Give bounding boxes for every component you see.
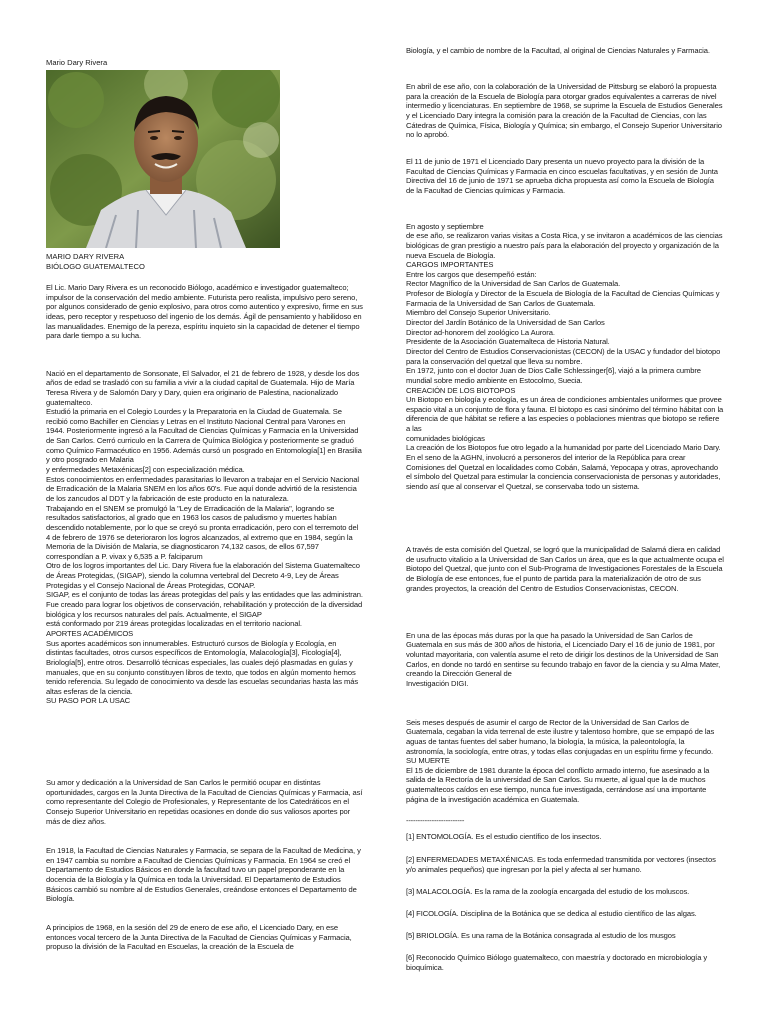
top-caption: Mario Dary Rivera	[46, 58, 108, 67]
left-paragraph-1	[46, 283, 364, 349]
footnote-2-text: [2] ENFERMEDADES METAXÉNICAS. Es toda enfermedad transmitida por vectores (insectos y/o animales pequeños) que ingresan por la piel y afecta al ser humano.	[406, 855, 716, 874]
right-paragraph-7-text: Seis meses después de asumir el cargo de Rector de la Universidad de San Carlos de Guatemala, cegaban la vida terrenal de este ilustre y talentoso hombre, que se empapó de las aguas de tantas fuentes del saber humano, la biología, la música, la paleontología, la astronomía, la sociología, entre otras, y todas ellas conjugadas en un espíritu firme y fecundo. SU MUERTE El 15 de diciembre de 1981 durante la época del conflicto armado interno, fue asesinado a la salida de la Rectoría de la universidad de San Carlos. Su muerte, al igual que la de muchos guatemaltecos caídos en ese tiempo, nunca fue investigada, cerrándose así una importante página de la investigación académica en Guatemala.	[406, 717, 715, 804]
footnote-4-text: [4] FICOLOGÍA. Disciplina de la Botánica que se dedica al estudio científico de las algas.	[406, 909, 697, 918]
footnote-2	[406, 855, 724, 879]
left-paragraph-1-text: El Lic. Mario Dary Rivera es un reconocido Biólogo, académico e investigador guatemalteco; impulsor de la conservación del medio ambiente. Futurista pero realista, impulsivo pero sereno, por algunos considerado de genio explosivo, para otros como autentico y expresivo, firme en sus ideas, pero receptor y respetuoso del ingenio de los demás. Ágil de pensamiento y habilidoso en las manualidades. Enemigo de la pereza, espíritu inquieto sin la capacidad de detener el tiempo para darle tiempo a su lucha.	[46, 283, 363, 341]
right-paragraph-3-text: El 11 de junio de 1971 el Licenciado Dary presenta un nuevo proyecto para la división de la Facultad de Ciencias Químicas y Farmacia en cinco escuelas facultativas, y en sesión de Junta Directiva del 16 de junio de 1971 se aprueba dicha propuesta así como la Escuela de Biología de la Facultad de Ciencias químicas y Farmacia.	[406, 157, 718, 195]
right-paragraph-3	[406, 157, 724, 203]
right-paragraph-6-text: En una de las épocas más duras por la que ha pasado la Universidad de San Carlos de Guatemala en sus más de 300 años de historia, el Licenciado Dary el 16 de junio de 1981, por voluntad mayoritaria, con valentía asume el reto de dirigir los destinos de la Universidad de San Carlos, en donde no tardó en sentirse su fecundo trabajo en favor de la ciencia y su Alma Mater, creando la Dirección General de Investigación DIGI.	[406, 630, 721, 688]
left-paragraph-2	[46, 359, 364, 805]
right-paragraph-4-text: En agosto y septiembre de ese año, se realizaron varias visitas a Costa Rica, y se invitaron a académicos de las ciencias biológicas de gran prestigio a nuestro país para la elaboración del proyecto y organización de la nueva Escuela de Biología. CARGOS IMPORTANTES Entre los cargos que desempeñó están: Rector Magnífico de la Universidad de San Carlos de Guatemala. Profesor de Biología y Director de la Escuela de Biología de la Facultad de Ciencias Químicas y Farmacia de la Universidad de San Carlos de Guatemala. Miembro del Consejo Superior Universitario. Director del Jardín Botánico de la Universidad de San Carlos Director ad-honorem del zoológico La Aurora. Presidente de la Asociación Guatemalteca de Historia Natural. Director del Centro de Estudios Conservacionistas (CECON) de la USAC y fundador del biotopo para la conservación del quetzal que lleva su nombre. En 1972, junto con el doctor Juan de Dios Calle Schlessinger[6], viajó a la primera cumbre mundial sobre medio ambiente en Estocolmo, Suecia. CREACIÓN DE LOS BIOTOPOS Un Biotopo en biología y ecología, es un área de condiciones ambientales uniformes que provee espacio vital a un conjunto de flora y fauna. El biotopo es casi sinónimo del término hábitat con la diferencia de que hábitat se refiere a las especies o poblaciones mientras que biotopo se refiere a las comunidades biológicas La creación de los Biotopos fue otro legado a la humanidad por parte del Licenciado Mario Dary. En el seno de la AGHN, involucró a personeros del interior de la República para crear Comisiones del Quetzal en localidades como Cobán, Salamá, Yepocapa y otras, aprovechando el símbolo del Quetzal para estimular la conciencia conservacionista de personas y autoridades, siendo así que al conservar el Quetzal, se conservaba todo un sistema.	[406, 221, 724, 491]
footnote-3-text: [3] MALACOLOGÍA. Es la rama de la zoología encargada del estudio de los moluscos.	[406, 887, 690, 896]
left-paragraph-2-text: Nació en el departamento de Sonsonate, El Salvador, el 21 de febrero de 1928, y desde los dos años de edad se trasladó con su familia a vivir a la ciudad capital de Guatemala. Hijo de María Teresa Rivera y de Salomón Dary y Dary, quien era originario de Palestina, nacionalizado guatemalteco. Estudió la primaria en el Colegio Lourdes y la Preparatoria en la Ciudad de Guatemala. Se recibió como Bachiller en Ciencias y Letras en el Instituto Nacional Central para Varones en 1944. Posteriormente ingresó a la Facultad de Ciencias Químicas y Farmacia en la Universidad de San Carlos. Cerró curriculo en la Carrera de Química Biológica y posteriormente se graduó como Químico Farmacéutico en 1956. Además cursó un posgrado en Entomología[1] en Brasilia y otro posgrado en Malaria y enfermedades Metaxénicas[2] con especialización médica. Estos conocimientos en enfermedades parasitarias lo llevaron a trabajar en el Servicio Nacional de Erradicación de la Malaria SNEM en los años 60's. Fue aquí donde advirtió de la resistencia de los zancudos al DDT y la fabricación de este producto en la naturaleza. Trabajando en el SNEM se promulgó la "Ley de Erradicación de la Malaria", logrando se resultados satisfactorios, al grado que en 1963 los casos de paludismo y muertes habían descendido notablemente, por lo que se creyó su pronta erradicación, pero con el terremoto del 4 de febrero de 1976 se deterioraron los logros alcanzados, al extremo que en 1984, según la Memoria de la División de Malaria, se diagnosticaron 74,132 casos, de ellos 67,597 correspondían a P. vivax y 6,535 a P. falciparum Otro de los logros importantes del Lic. Dary Rivera fue la elaboración del Sistema Guatemalteco de Áreas Protegidas, (SIGAP), siendo la columna vertebral del Decreto 4-9, Ley de Áreas Protegidas y el Consejo Nacional de Áreas Protegidas, CONAP. SIGAP, es el conjunto de todas las áreas protegidas del país y las entidades que las administran. Fue creado para lograr los objetivos de conservación, rehabilitación y protección de la diversidad biológica y los recursos naturales del país. Actualmente, el SIGAP está conformado por 219 áreas protegidas localizadas en el territorio nacional. APORTES ACADÉMICOS Sus aportes académicos son innumerables. Estructuró cursos de Biología y Ecología, en distintas facultades, otros cursos específicos de Entomología, Malacología[3], Ficología[4], Briología[5], entre otros. Desarrolló técnicas especiales, las cuales dejó plasmadas en guías y manuales, que en su conjunto constituyen libros de texto, que todos en algún momento hemos tenido referencia. Su legado de conocimiento va desde las escuelas secundarias hasta las más altas esferas de la ciencia. SU PASO POR LA USAC	[46, 368, 363, 706]
photo-caption-name: MARIO DARY RIVERA	[46, 252, 125, 261]
left-paragraph-5-text: A principios de 1968, en la sesión del 29 de enero de ese año, el Licenciado Dary, en ese entonces vocal tercero de la Junta Directiva de la Facultad de Ciencias Químicas y Farmacia, propuso la división de la Facultad en Escuelas, la creación de la Escuela de	[46, 923, 352, 952]
right-paragraph-2	[406, 82, 724, 146]
footnote-5-text: [5] BRIOLOGÍA. Es una rama de la Botánica consagrada al estudio de los musgos	[406, 931, 676, 940]
left-paragraph-5	[46, 923, 364, 959]
right-paragraph-2-text: En abril de ese año, con la colaboración de la Universidad de Pittsburg se elaboró la propuesta para la creación de la Escuela de Biología para otorgar grados equivalentes a carreras de nivel intermedio y licenciaturas. En septiembre de 1968, se suprime la Escuela de Estudios Generales y el Licenciado Dary integra la comisión para la creación de la Facultad de Ciencias, con las Cátedras de Química, Física, Biología y Química; sin embargo, el Consejo Superior Universitario no lo aprobó.	[406, 82, 723, 140]
right-paragraph-4	[406, 212, 724, 536]
footnote-5	[406, 931, 724, 943]
right-paragraph-1	[406, 46, 724, 70]
right-paragraph-6	[406, 621, 724, 699]
photo-caption-title: BIÓLOGO GUATEMALTECO	[46, 262, 145, 271]
left-paragraph-4	[46, 846, 364, 914]
portrait-photo	[46, 70, 280, 248]
left-paragraph-3	[46, 778, 364, 834]
right-paragraph-1-text: Biología, y el cambio de nombre de la Facultad, al original de Ciencias Naturales y Farmacia.	[406, 46, 710, 55]
footnote-divider: -------------------------	[406, 816, 465, 825]
footnote-1	[406, 832, 724, 844]
left-paragraph-3-text: Su amor y dedicación a la Universidad de San Carlos le permitió ocupar en distintas oportunidades, cargos en la Junta Directiva de la Facultad de Ciencias Químicas y Farmacia, así como representante del Colegio de Profesionales, y Representante de los Catedráticos en el Consejo Superior Universitario en repetidas ocasiones en donde dio sus valiosos aportes por más de diez años.	[46, 778, 363, 826]
right-paragraph-7	[406, 708, 724, 812]
footnote-6-text: [6] Reconocido Químico Biólogo guatemalteco, con maestría y doctorado en microbiología y bioquímica.	[406, 953, 708, 972]
right-paragraph-5	[406, 545, 724, 613]
footnote-4	[406, 909, 724, 921]
footnote-3	[406, 887, 724, 899]
footnote-6	[406, 953, 724, 977]
right-paragraph-5-text: A través de esta comisión del Quetzal, se logró que la municipalidad de Salamá diera en calidad de usufructo vitalicio a la Universidad de San Carlos un área, que es la que actualmente ocupa el Biotopo del Quetzal, que junto con el Sub-Programa de Investigaciones Forestales de la Escuela de Biología de ese entonces, fue el punto de partida para la materialización de otro de sus grandes proyectos, la creación del Centro de Estudios Conservacionistas, CECON.	[406, 545, 724, 593]
footnote-1-text: [1] ENTOMOLOGÍA. Es el estudio científico de los insectos.	[406, 832, 602, 841]
left-paragraph-4-text: En 1918, la Facultad de Ciencias Naturales y Farmacia, se separa de la Facultad de Medicina, y en 1947 cambia su nombre a Facultad de Ciencias Químicas y Farmacia. En 1964 se creó el Departamento de Estudios Básicos en donde la facultad tuvo un papel preponderante en la docencia de la Biología y la Química en toda la Universidad. El Departamento de Estudios Básicos cambió su nombre al de Estudios Generales, creándose entonces el Departamento de Biología.	[46, 846, 361, 904]
